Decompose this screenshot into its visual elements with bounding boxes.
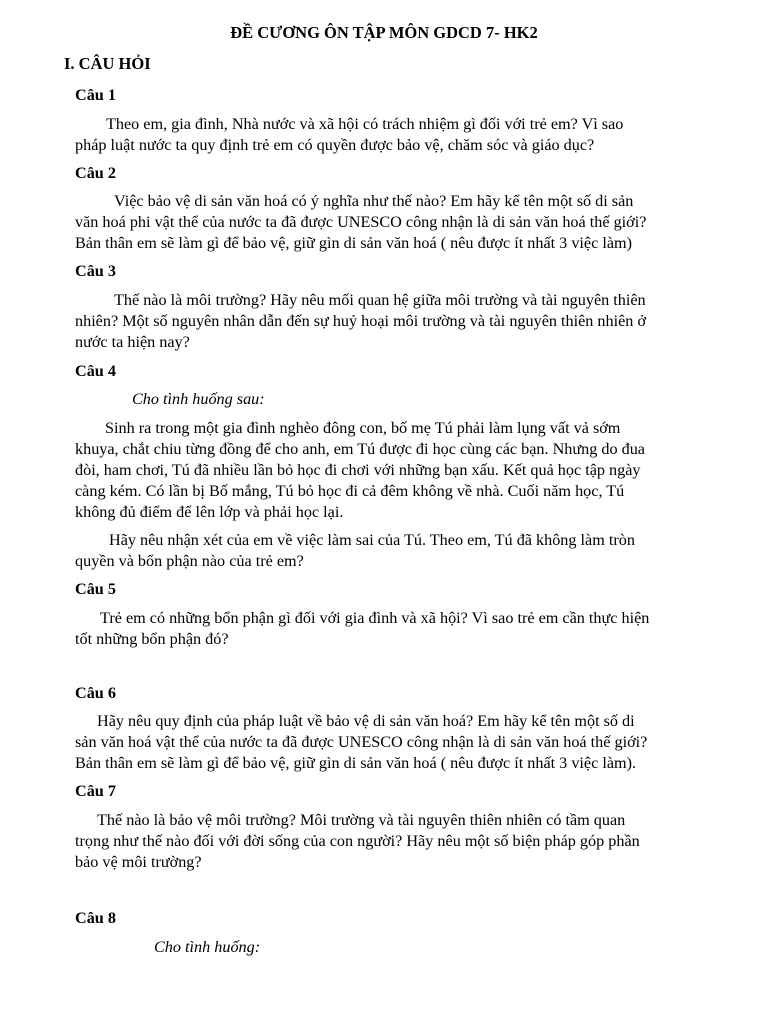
situation-intro: Cho tình huống sau: — [132, 390, 265, 408]
text-line: càng kém. Có lần bị Bố mắng, Tú bỏ học đi cả đêm không về nhà. Cuối năm học, Tú — [75, 482, 625, 500]
question-3-heading: Câu 3 — [75, 262, 116, 280]
question-3-text — [75, 290, 705, 353]
text-line: bảo vệ môi trường? — [75, 853, 202, 871]
text-line: Hãy nêu quy định của pháp luật về bảo vệ di sản văn hoá? Em hãy kể tên một số di — [97, 712, 635, 730]
text-line: quyền và bổn phận nào của trẻ em? — [75, 552, 304, 570]
text-line: tốt những bổn phận đó? — [75, 630, 229, 648]
text-line: không đủ điểm để lên lớp và phải học lại. — [75, 503, 344, 521]
text-line: trọng như thế nào đối với đời sống của con người? Hãy nêu một số biện pháp góp phần — [75, 832, 640, 850]
text-line: Trẻ em có những bổn phận gì đối với gia đình và xã hội? Vì sao trẻ em cần thực hiện — [100, 609, 650, 627]
text-line: Hãy nêu nhận xét của em về việc làm sai của Tú. Theo em, Tú đã không làm tròn — [109, 531, 635, 549]
text-line: nước ta hiện nay? — [75, 333, 190, 351]
question-7-text — [75, 810, 705, 873]
question-5-text — [75, 608, 705, 650]
question-6-heading: Câu 6 — [75, 684, 116, 702]
question-2-text — [75, 191, 705, 254]
text-line: Theo em, gia đình, Nhà nước và xã hội có trách nhiệm gì đối với trẻ em? Vì sao — [106, 115, 624, 133]
question-7-heading: Câu 7 — [75, 782, 116, 800]
text-line: Thế nào là môi trường? Hãy nêu mối quan hệ giữa môi trường và tài nguyên thiên — [114, 291, 646, 309]
text-line: Thế nào là bảo vệ môi trường? Môi trường và tài nguyên thiên nhiên có tầm quan — [97, 811, 626, 829]
question-5-heading: Câu 5 — [75, 580, 116, 598]
text-line: văn hoá phi vật thể của nước ta đã được UNESCO công nhận là di sản văn hoá thế giới? — [75, 213, 647, 231]
text-line: đòi, ham chơi, Tú đã nhiều lần bỏ học đi chơi với những bạn xấu. Kết quả học tập ngày — [75, 461, 641, 479]
text-line: Sinh ra trong một gia đình nghèo đông con, bố mẹ Tú phải làm lụng vất vả sớm — [105, 419, 621, 437]
question-8-heading: Câu 8 — [75, 909, 116, 927]
question-1-heading: Câu 1 — [75, 86, 116, 104]
text-line: nhiên? Một số nguyên nhân dẫn đến sự huỷ hoại môi trường và tài nguyên thiên nhiên ở — [75, 312, 647, 330]
question-6-text — [75, 711, 705, 774]
text-line: Bản thân em sẽ làm gì để bảo vệ, giữ gìn di sản văn hoá ( nêu được ít nhất 3 việc làm) — [75, 234, 632, 252]
text-line: pháp luật nước ta quy định trẻ em có quyền được bảo vệ, chăm sóc và giáo dục? — [75, 136, 595, 154]
question-4-heading: Câu 4 — [75, 362, 116, 380]
question-4-situation — [75, 418, 705, 523]
question-1-text — [75, 114, 705, 156]
document-title: ĐỀ CƯƠNG ÔN TẬP MÔN GDCD 7- HK2 — [230, 23, 538, 42]
text-line: Việc bảo vệ di sản văn hoá có ý nghĩa như thế nào? Em hãy kể tên một số di sản — [114, 192, 634, 210]
text-line: khuya, chắt chiu từng đồng để cho anh, em Tú được đi học cùng các bạn. Nhưng do đua — [75, 440, 645, 458]
text-line: Bản thân em sẽ làm gì để bảo vệ, giữ gìn di sản văn hoá ( nêu được ít nhất 3 việc làm). — [75, 754, 637, 772]
question-2-heading: Câu 2 — [75, 164, 116, 182]
situation-intro: Cho tình huống: — [154, 938, 261, 956]
section-heading: I. CÂU HỎI — [64, 54, 151, 73]
question-4-text — [75, 530, 705, 572]
text-line: sản văn hoá vật thể của nước ta đã được UNESCO công nhận là di sản văn hoá thế giới? — [75, 733, 648, 751]
